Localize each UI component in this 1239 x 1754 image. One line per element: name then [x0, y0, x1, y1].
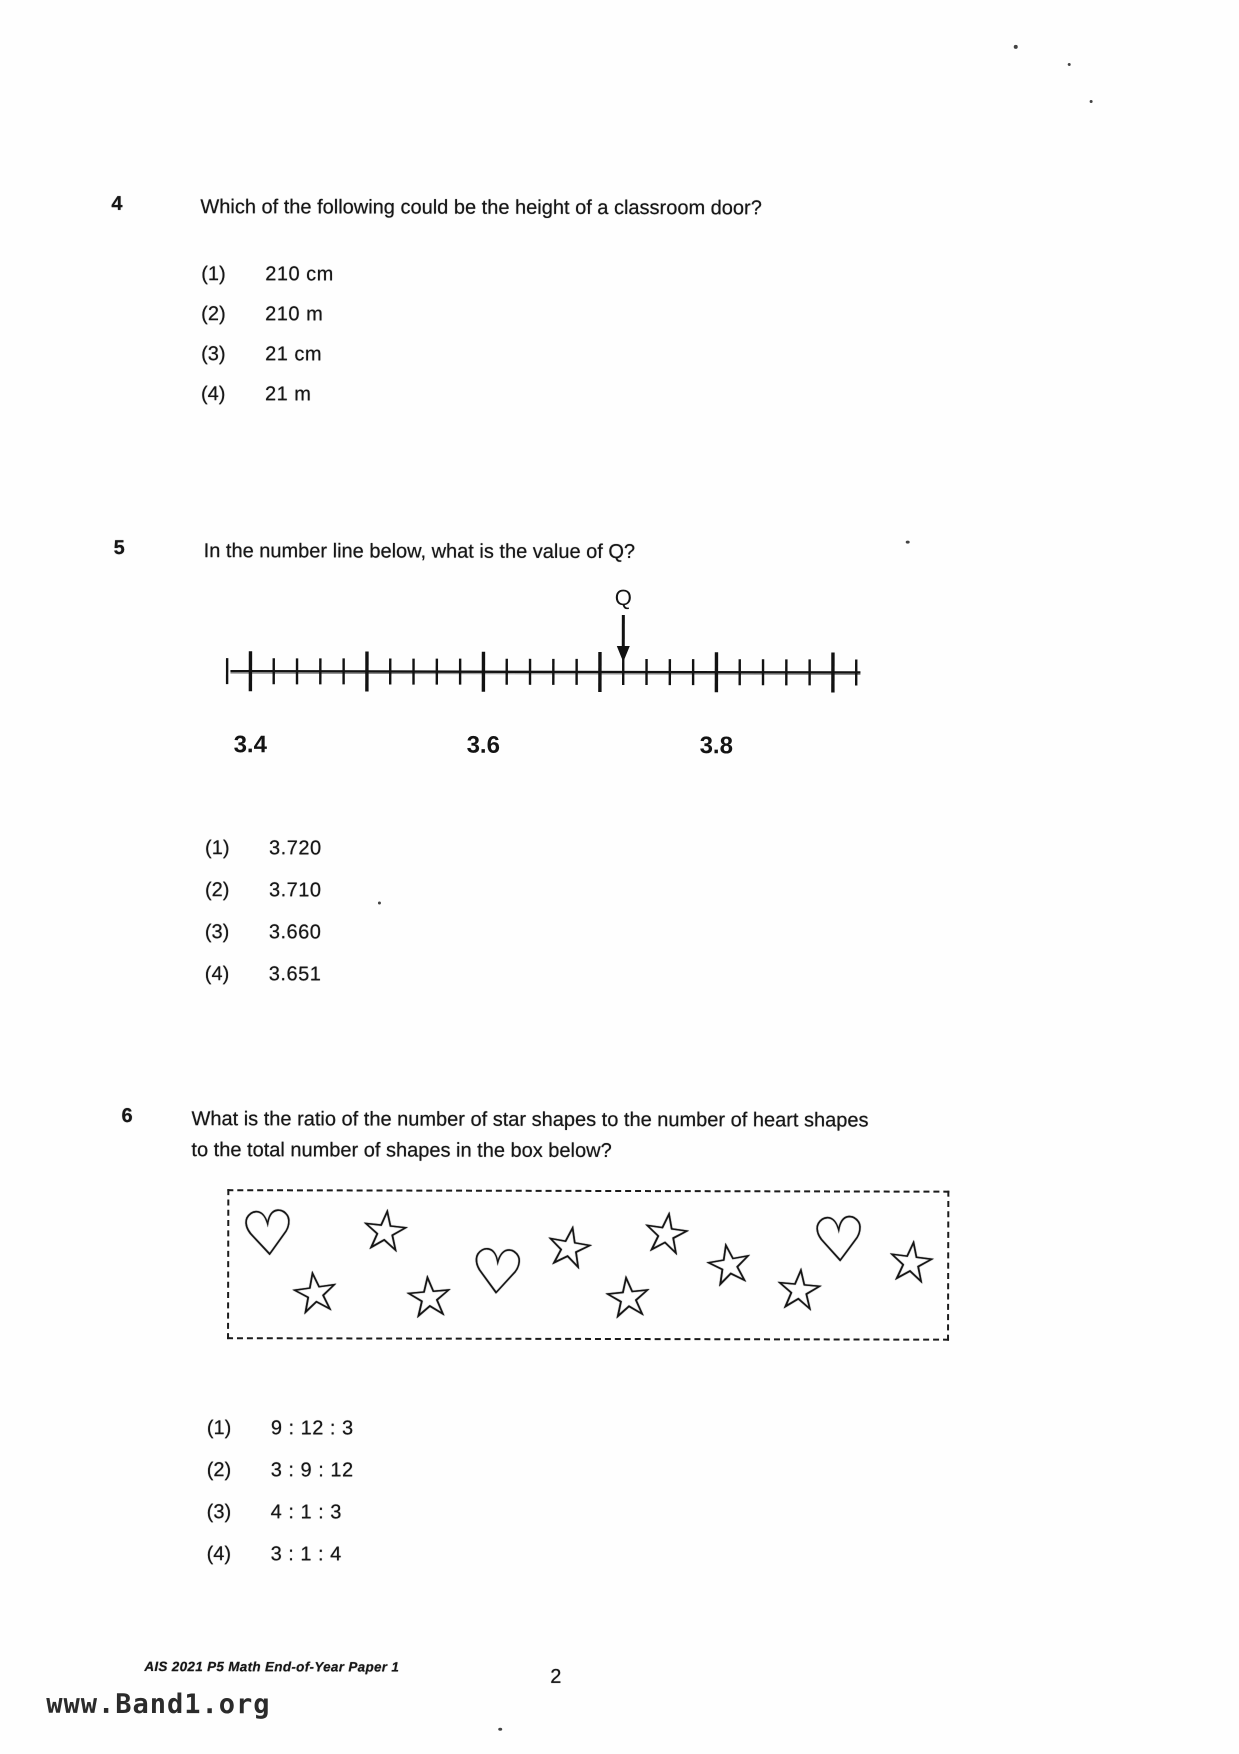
option-label: (4)	[200, 383, 226, 406]
option-row	[205, 837, 322, 879]
scan-speck	[378, 901, 381, 904]
option-value: 21 cm	[265, 343, 323, 366]
option-row	[207, 1417, 354, 1459]
option-row	[207, 1459, 354, 1501]
option-row	[201, 303, 334, 343]
footer-reference: AIS 2021 P5 Math End-of-Year Paper 1	[144, 1659, 400, 1675]
option-label: (2)	[201, 303, 226, 326]
star-icon: ☆	[355, 1194, 415, 1268]
option-label: (1)	[201, 263, 226, 286]
question-number: 6	[121, 1104, 133, 1127]
option-value: 210 cm	[265, 263, 334, 286]
star-icon: ☆	[635, 1195, 697, 1271]
scan-speck	[498, 1728, 502, 1731]
option-label: (3)	[206, 1501, 232, 1524]
page-number: 2	[550, 1665, 562, 1688]
option-label: (3)	[201, 343, 226, 366]
question-text-line1: What is the ratio of the number of star shapes to the number of heart shapes	[191, 1108, 869, 1132]
option-row	[205, 879, 322, 921]
star-icon: ☆	[400, 1260, 458, 1333]
question-number: 5	[113, 536, 125, 559]
option-value: 4 : 1 : 3	[270, 1501, 342, 1524]
option-label: (2)	[204, 879, 230, 902]
option-label: (1)	[206, 1417, 232, 1440]
q-pointer-label: Q	[614, 584, 632, 611]
option-label: (4)	[204, 963, 230, 986]
watermark: www.Band1.org	[46, 1688, 271, 1721]
option-value: 3.720	[269, 837, 322, 860]
option-row	[201, 343, 334, 383]
star-icon: ☆	[598, 1260, 658, 1334]
options-list	[207, 1417, 354, 1585]
option-row	[205, 963, 322, 1005]
star-icon: ☆	[284, 1255, 346, 1330]
option-label: (4)	[206, 1543, 232, 1566]
number-line-figure	[200, 574, 890, 770]
option-value: 3.660	[268, 921, 322, 944]
option-row	[205, 921, 322, 963]
option-label: (3)	[204, 921, 230, 944]
option-row	[201, 263, 334, 303]
option-row	[201, 383, 334, 423]
options-list	[201, 263, 334, 423]
question-text: Which of the following could be the height of a classroom door?	[200, 196, 762, 220]
option-value: 9 : 12 : 3	[270, 1417, 354, 1440]
q-pointer-arrowhead	[617, 646, 630, 662]
option-value: 3 : 1 : 4	[270, 1543, 342, 1566]
option-row	[207, 1501, 354, 1543]
shapes-box	[227, 1189, 949, 1341]
scan-speck	[906, 541, 910, 544]
question-text: In the number line below, what is the value of Q?	[203, 540, 636, 564]
star-icon: ☆	[537, 1208, 601, 1286]
option-label: (2)	[206, 1459, 232, 1482]
star-icon: ☆	[770, 1253, 829, 1326]
option-value: 3 : 9 : 12	[270, 1459, 354, 1482]
scan-speck	[1068, 63, 1071, 66]
number-line	[230, 671, 860, 672]
tick-label: 3.4	[233, 731, 267, 759]
option-value: 3.651	[268, 963, 322, 986]
option-value: 3.710	[268, 879, 322, 902]
option-value: 210 m	[265, 303, 324, 326]
tick-label: 3.8	[699, 732, 733, 760]
option-row	[207, 1543, 354, 1585]
heart-icon: ♡	[467, 1234, 527, 1311]
scan-speck	[1014, 45, 1018, 49]
option-value: 21 m	[264, 383, 312, 406]
star-icon: ☆	[697, 1226, 761, 1303]
heart-icon: ♡	[809, 1202, 869, 1278]
question-4-section	[2, 0, 1239, 406]
options-list	[205, 837, 322, 1005]
tick-label: 3.6	[466, 731, 500, 759]
heart-icon: ♡	[238, 1195, 299, 1272]
question-text-line2: to the total number of shapes in the box below?	[191, 1139, 612, 1162]
scan-speck	[1090, 100, 1093, 103]
question-number: 4	[111, 192, 123, 215]
option-label: (1)	[205, 837, 230, 860]
star-icon: ☆	[881, 1224, 942, 1299]
